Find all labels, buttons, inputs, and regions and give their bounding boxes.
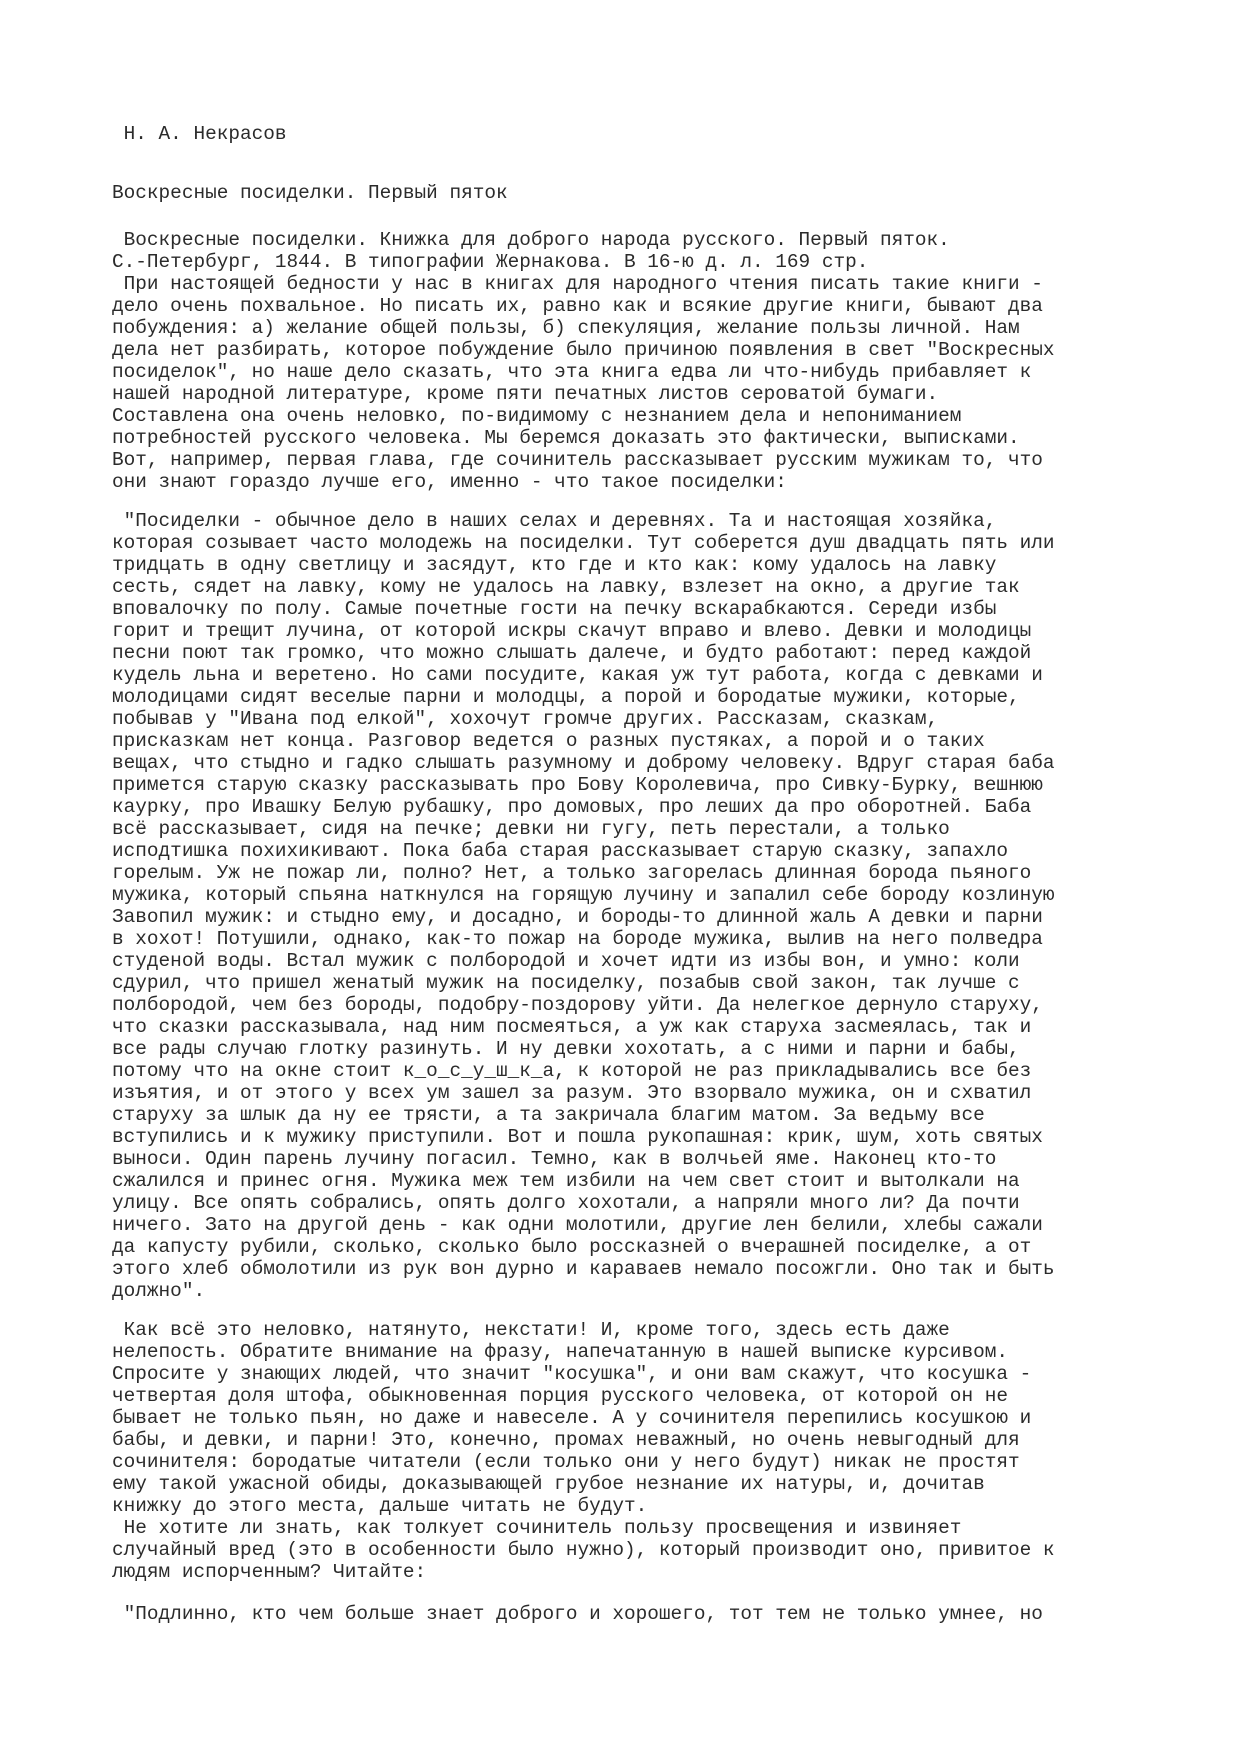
document-title: Воскресные посиделки. Первый пяток xyxy=(112,182,508,204)
block-quote-second: "Подлинно, кто чем больше знает доброго и хорошего, тот тем не только умнее, но xyxy=(112,1603,1043,1625)
author-name: Н. А. Некрасов xyxy=(112,123,287,145)
body-paragraph-critique: Как всё это неловко, натянуто, некстати! И, кроме того, здесь есть даже нелепость. Обратите внимание на фразу, напечатанную в нашей выписке курсивом. Спросите у знающих людей, что значит "косушка", и они вам скажут, что косушка - четвертая доля штофа, обыкновенная порция русского человека, от которой он не бывает не только пьян, но даже и навеселе. А у сочинителя перепились косушкою и бабы, и девки, и парни! Это, конечно, промах неважный, но очень невыгодный для сочинителя: бородатые читатели (если только они у него будут) никак не простят ему такой ужасной обиды, доказывающей грубое незнание их натуры, и, дочитав книжку до этого места, дальше читать не будут. xyxy=(112,1319,1032,1517)
body-paragraph-question: Не хотите ли знать, как толкует сочинитель пользу просвещения и извиняет случайный вред (это в особенности было нужно), который производит оно, привитое к людям испорченным? Читайте: xyxy=(112,1517,1055,1583)
block-quote-posidelki: "Посиделки - обычное дело в наших селах и деревнях. Та и настоящая хозяйка, которая созывает часто молодежь на посиделки. Тут соберется душ двадцать пять или тридцать в одну светлицу и засядут, кто где и кто как: кому удалось на лавку сесть, сядет на лавку, кому не удалось на лавку, взлезет на окно, а другие так вповалочку по полу. Самые почетные гости на печку вскарабкаются. Середи избы горит и трещит лучина, от которой искры скачут вправо и влево. Девки и молодицы песни поют так громко, что можно слышать далече, и будто работают: перед каждой кудель льна и веретено. Но сами посудите, какая уж тут работа, когда с девками и молодицами сидят веселые парни и молодцы, а порой и бородатые мужики, которые, побывав у "Ивана под елкой", хохочут громче других. Рассказам, сказкам, присказкам нет конца. Разговор ведется о разных пустяках, а порой и о таких вещах, что стыдно и гадко слышать разумному и доброму человеку. Вдруг старая баба примется старую сказку рассказывать про Бову Королевича, про Сивку-Бурку, вешнюю каурку, про Ивашку Белую рубашку, про домовых, про леших да про оборотней. Баба всё рассказывает, сидя на печке; девки ни гугу, петь перестали, а только исподтишка похихикивают. Пока баба старая рассказывает старую сказку, запахло горелым. Уж не пожар ли, полно? Нет, а только загорелась длинная борода пьяного мужика, который спьяна наткнулся на горящую лучину и запалил себе бороду козлиную Завопил мужик: и стыдно ему, и досадно, и бороды-то длинной жаль А девки и парни в хохот! Потушили, однако, как-то пожар на бороде мужика, вылив на него полведра студеной воды. Встал мужик с полбородой и хочет идти из избы вон, и умно: коли сдурил, что пришел женатый мужик на посиделку, позабыв свой закон, так лучше с полбородой, чем без бороды, подобру-поздорову уйти. Да нелегкое дернуло старуху, что сказки рассказывала, над ним посмеяться, а уж как старуха засмеялась, так и все рады случаю глотку разинуть. И ну девки хохотать, а с ними и парни и бабы, потому что на окне стоит к_о_с_у_ш_к_а, к которой не раз прикладывались все без изъятия, и от этого у всех ум зашел за разум. Это взорвало мужика, он и схватил старуху за шлык да ну ее трясти, а та закричала благим матом. За ведьму все вступились и к мужику приступили. Вот и пошла рукопашная: крик, шум, хоть святых выноси. Один парень лучину погасил. Темно, как в волчьей яме. Наконец кто-то сжалился и принес огня. Мужика меж тем избили на чем свет стоит и вытолкали на улицу. Все опять собрались, опять долго хохотали, а напряли много ли? Да почти ничего. Зато на другой день - как одни молотили, другие лен белили, хлебы сажали да капусту рубили, сколько, сколько было россказней о вчерашней посиделке, а от этого хлеб обмолотили из рук вон дурно и караваев немало посожгли. Оно так и быть должно". xyxy=(112,510,1055,1302)
body-paragraph-intro: При настоящей бедности у нас в книгах для народного чтения писать такие книги - дело очень похвальное. Но писать их, равно как и всякие другие книги, бывают два побуждения: а) желание общей пользы, б) спекуляция, желание пользы личной. Нам дела нет разбирать, которое побуждение было причиною появления в свет "Воскресных посиделок", но наше дело сказать, что эта книга едва ли что-нибудь прибавляет к нашей народной литературе, кроме пяти печатных листов сероватой бумаги. Составлена она очень неловко, по-видимому с незнанием дела и непониманием потребностей русского человека. Мы беремся доказать это фактически, выписками. Вот, например, первая глава, где сочинитель рассказывает русским мужикам то, что они знают гораздо лучше его, именно - что такое посиделки: xyxy=(112,273,1055,493)
bibliographic-citation: Воскресные посиделки. Книжка для доброго народа русского. Первый пяток. С.-Петербург, 1844. В типографии Жернакова. В 16-ю д. л. 169 стр. xyxy=(112,229,950,273)
